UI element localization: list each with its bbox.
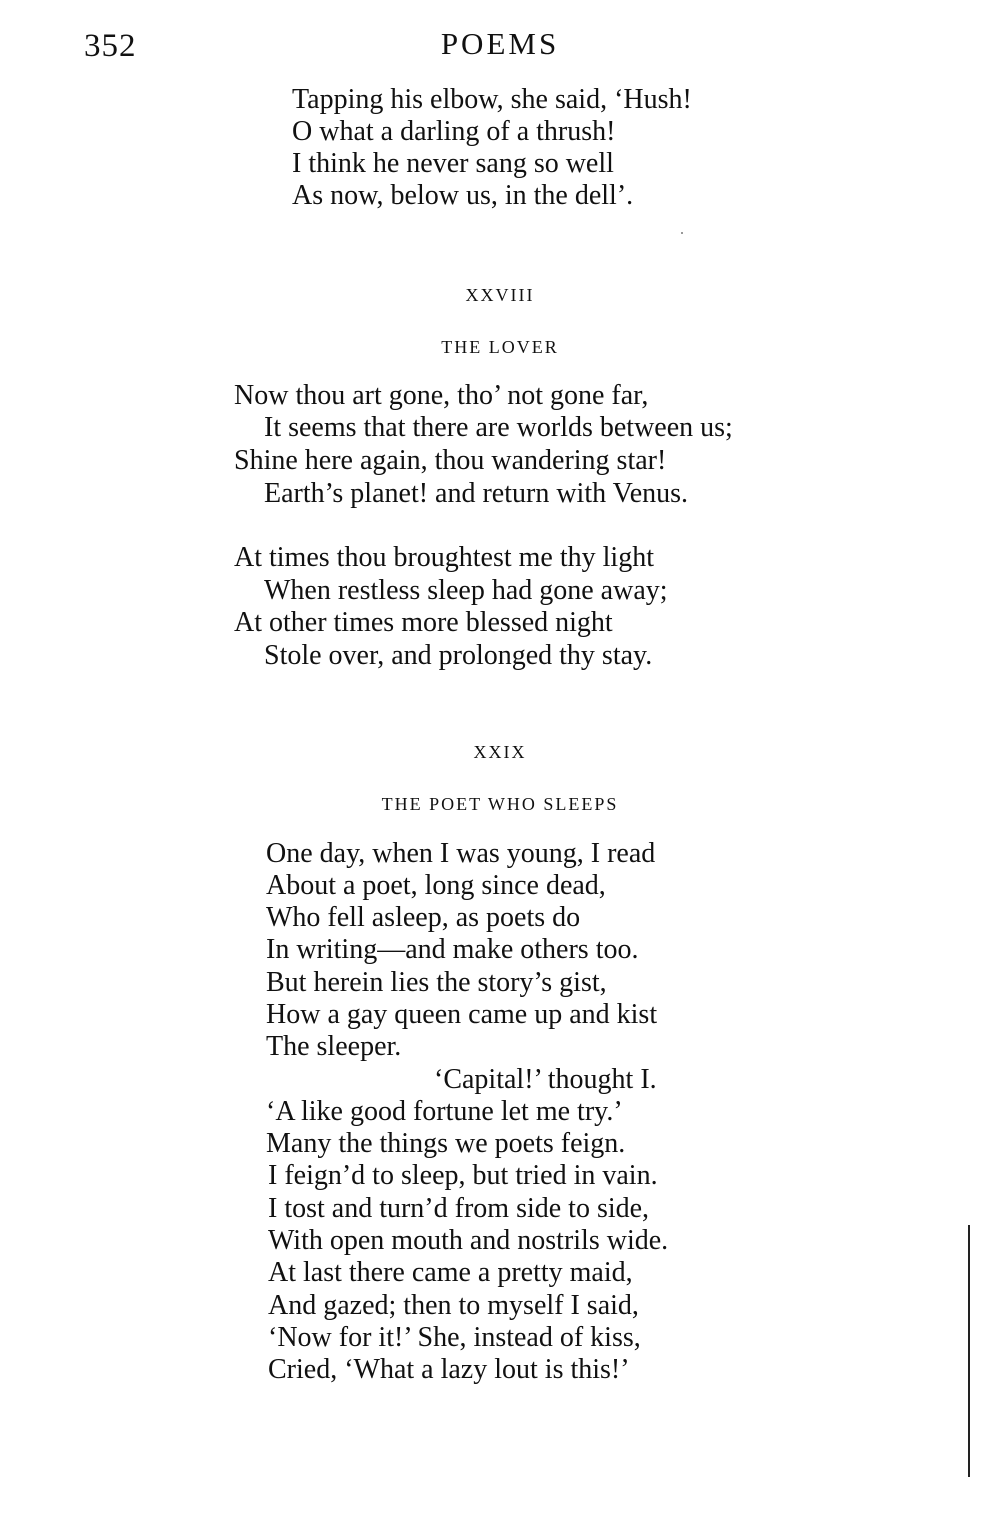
verse-line: ‘Capital!’ thought I. (434, 1064, 657, 1095)
margin-rule (968, 1225, 970, 1477)
verse-line: And gazed; then to myself I said, (268, 1290, 639, 1321)
running-title: POEMS (440, 26, 560, 61)
verse-line: Now thou art gone, tho’ not gone far, (234, 380, 649, 411)
verse-line: Many the things we poets feign. (266, 1128, 626, 1159)
verse-line: Earth’s planet! and return with Venus. (264, 478, 689, 509)
poem-numeral: XXIX (473, 742, 527, 762)
verse-line: How a gay queen came up and kist (266, 999, 658, 1030)
verse-line: Tapping his elbow, she said, ‘Hush! (292, 84, 692, 115)
verse-line: When restless sleep had gone away; (264, 575, 668, 606)
verse-line: It seems that there are worlds between us; (264, 412, 733, 443)
verse-line: Who fell asleep, as poets do (266, 902, 581, 933)
verse-line: O what a darling of a thrush! (292, 116, 616, 147)
verse-line: In writing—and make others too. (266, 934, 639, 965)
verse-line: I think he never sang so well (292, 148, 614, 179)
poem-title: THE LOVER (441, 337, 559, 357)
verse-line: Cried, ‘What a lazy lout is this!’ (268, 1354, 630, 1385)
verse-line: Shine here again, thou wandering star! (234, 445, 667, 476)
page-number: 352 (84, 28, 137, 64)
verse-line: As now, below us, in the dell’. (292, 180, 634, 211)
verse-line: The sleeper. (266, 1031, 402, 1062)
verse-line: ‘A like good fortune let me try.’ (266, 1096, 623, 1127)
poem-numeral: XXVIII (465, 285, 535, 305)
verse-line: At times thou broughtest me thy light (234, 542, 654, 573)
verse-line: I feign’d to sleep, but tried in vain. (268, 1160, 658, 1191)
verse-line: About a poet, long since dead, (266, 870, 606, 901)
verse-line: At other times more blessed night (234, 607, 613, 638)
verse-line: One day, when I was young, I read (266, 838, 656, 869)
verse-line: I tost and turn’d from side to side, (268, 1193, 650, 1224)
verse-line: Stole over, and prolonged thy stay. (264, 640, 653, 671)
verse-line: But herein lies the story’s gist, (266, 967, 607, 998)
verse-line: ‘Now for it!’ She, instead of kiss, (268, 1322, 641, 1353)
print-speck (681, 232, 683, 234)
verse-line: At last there came a pretty maid, (268, 1257, 633, 1288)
verse-line: With open mouth and nostrils wide. (268, 1225, 669, 1256)
poem-title: THE POET WHO SLEEPS (381, 794, 619, 814)
